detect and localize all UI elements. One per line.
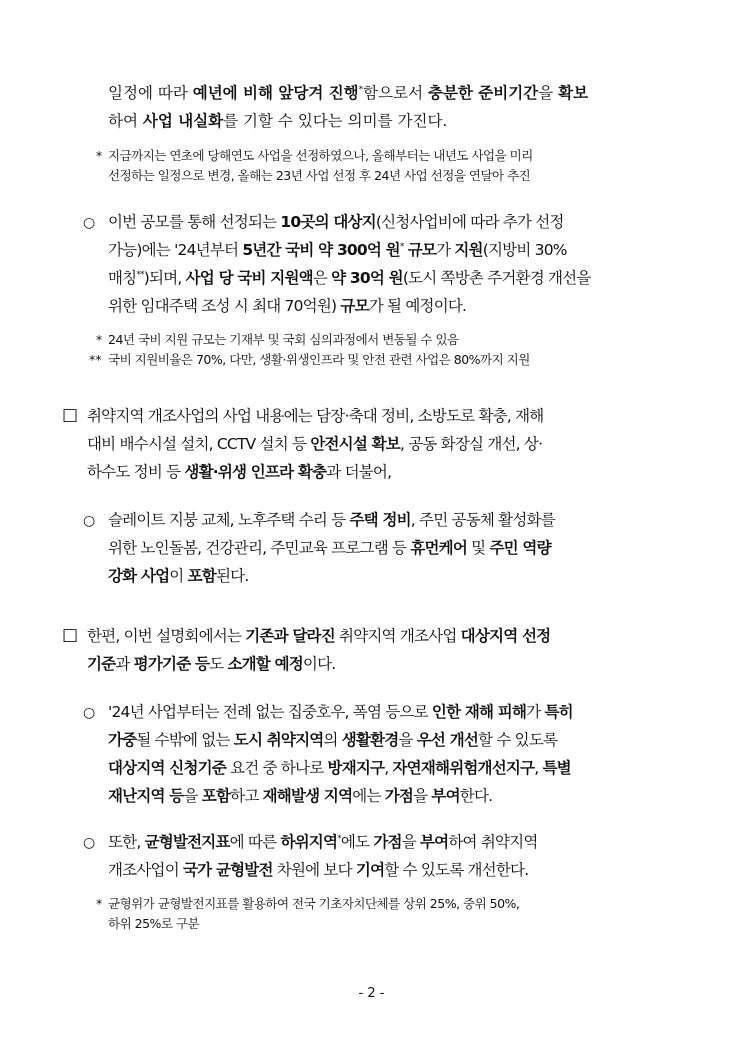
para-6-line-2: 가중될 수밖에 없는 도시 취약지역의 생활환경을 우선 개선할 수 있도록 xyxy=(108,731,558,749)
para-3-line-3: 하수도 정비 등 생활·위생 인프라 확충과 더불어, xyxy=(87,463,392,481)
circle-bullet: ○ xyxy=(83,215,96,231)
footnote-marker: * xyxy=(96,332,103,347)
para-1-line-2: 하여 사업 내실화를 기할 수 있다는 의미를 가진다. xyxy=(108,112,448,130)
footnote-marker: * xyxy=(96,896,103,911)
para-2-line-2: 가능)에는 '24년부터 5년간 국비 약 300억 원* 규모가 지원(지방비 30% xyxy=(108,241,567,259)
note-2-line-1: 24년 국비 지원 규모는 기재부 및 국회 심의과정에서 변동될 수 있음 xyxy=(108,332,459,347)
page-number: - 2 - xyxy=(358,986,385,1001)
para-4-line-1: 슬레이트 지붕 교체, 노후주택 수리 등 주택 정비, 주민 공동체 활성화를 xyxy=(108,511,555,529)
note-3-line-2: 하위 25%로 구분 xyxy=(108,916,200,931)
para-5-line-2: 기준과 평가기준 등도 소개할 예정이다. xyxy=(87,655,336,673)
para-7-line-2: 개조사업이 국가 균형발전 차원에 보다 기여할 수 있도록 개선한다. xyxy=(108,861,529,879)
footnote-marker: ** xyxy=(89,352,102,367)
para-2-line-4: 위한 임대주택 조성 시 최대 70억원) 규모가 될 예정이다. xyxy=(108,297,467,315)
para-6-line-1: '24년 사업부터는 전례 없는 집중호우, 폭염 등으로 인한 재해 피해가 특히 xyxy=(108,703,573,721)
para-5-line-1: 한편, 이번 설명회에서는 기존과 달라진 취약지역 개조사업 대상지역 선정 xyxy=(87,627,551,645)
footnote-marker: * xyxy=(96,148,103,163)
circle-bullet: ○ xyxy=(83,835,96,851)
para-2-line-1: 이번 공모를 통해 선정되는 10곳의 대상지(신청사업비에 따라 추가 선정 xyxy=(108,213,564,231)
note-3-line-1: 균형위가 균형발전지표를 활용하여 전국 기초자치단체를 상위 25%, 중위 50%, xyxy=(108,896,520,911)
square-bullet: □ xyxy=(62,625,79,645)
para-1-line-1: 일정에 따라 예년에 비해 앞당겨 진행*함으로서 충분한 준비기간을 확보 xyxy=(108,84,589,102)
para-2-line-3: 매칭**)되며, 사업 당 국비 지원액은 약 30억 원(도시 쪽방촌 주거환경 개선을 xyxy=(108,269,591,287)
para-7-line-1: 또한, 균형발전지표에 따른 하위지역*에도 가점을 부여하여 취약지역 xyxy=(108,833,538,851)
note-1-line-2: 선정하는 일정으로 변경, 올해는 23년 사업 선정 후 24년 사업 선정을 연달아 추진 xyxy=(108,168,531,183)
square-bullet: □ xyxy=(62,405,79,425)
note-1-line-1: 지금까지는 연초에 당해연도 사업을 선정하였으나, 올해부터는 내년도 사업을 미리 xyxy=(108,148,533,163)
para-6-line-3: 대상지역 신청기준 요건 중 하나로 방재지구, 자연재해위험개선지구, 특별 xyxy=(108,759,571,777)
para-3-line-2: 대비 배수시설 설치, CCTV 설치 등 안전시설 확보, 공동 화장실 개선, 상· xyxy=(87,435,543,453)
para-3-line-1: 취약지역 개조사업의 사업 내용에는 담장·축대 정비, 소방도로 확충, 재해 xyxy=(87,407,544,425)
para-4-line-2: 위한 노인돌봄, 건강관리, 주민교육 프로그램 등 휴먼케어 및 주민 역량 xyxy=(108,539,551,557)
circle-bullet: ○ xyxy=(83,705,96,721)
note-2-line-2: 국비 지원비율은 70%, 다만, 생활·위생인프라 및 안전 관련 사업은 80%까지 지원 xyxy=(108,352,530,367)
circle-bullet: ○ xyxy=(83,513,96,529)
para-6-line-4: 재난지역 등을 포함하고 재해발생 지역에는 가점을 부여한다. xyxy=(108,787,493,805)
para-4-line-3: 강화 사업이 포함된다. xyxy=(108,567,249,585)
